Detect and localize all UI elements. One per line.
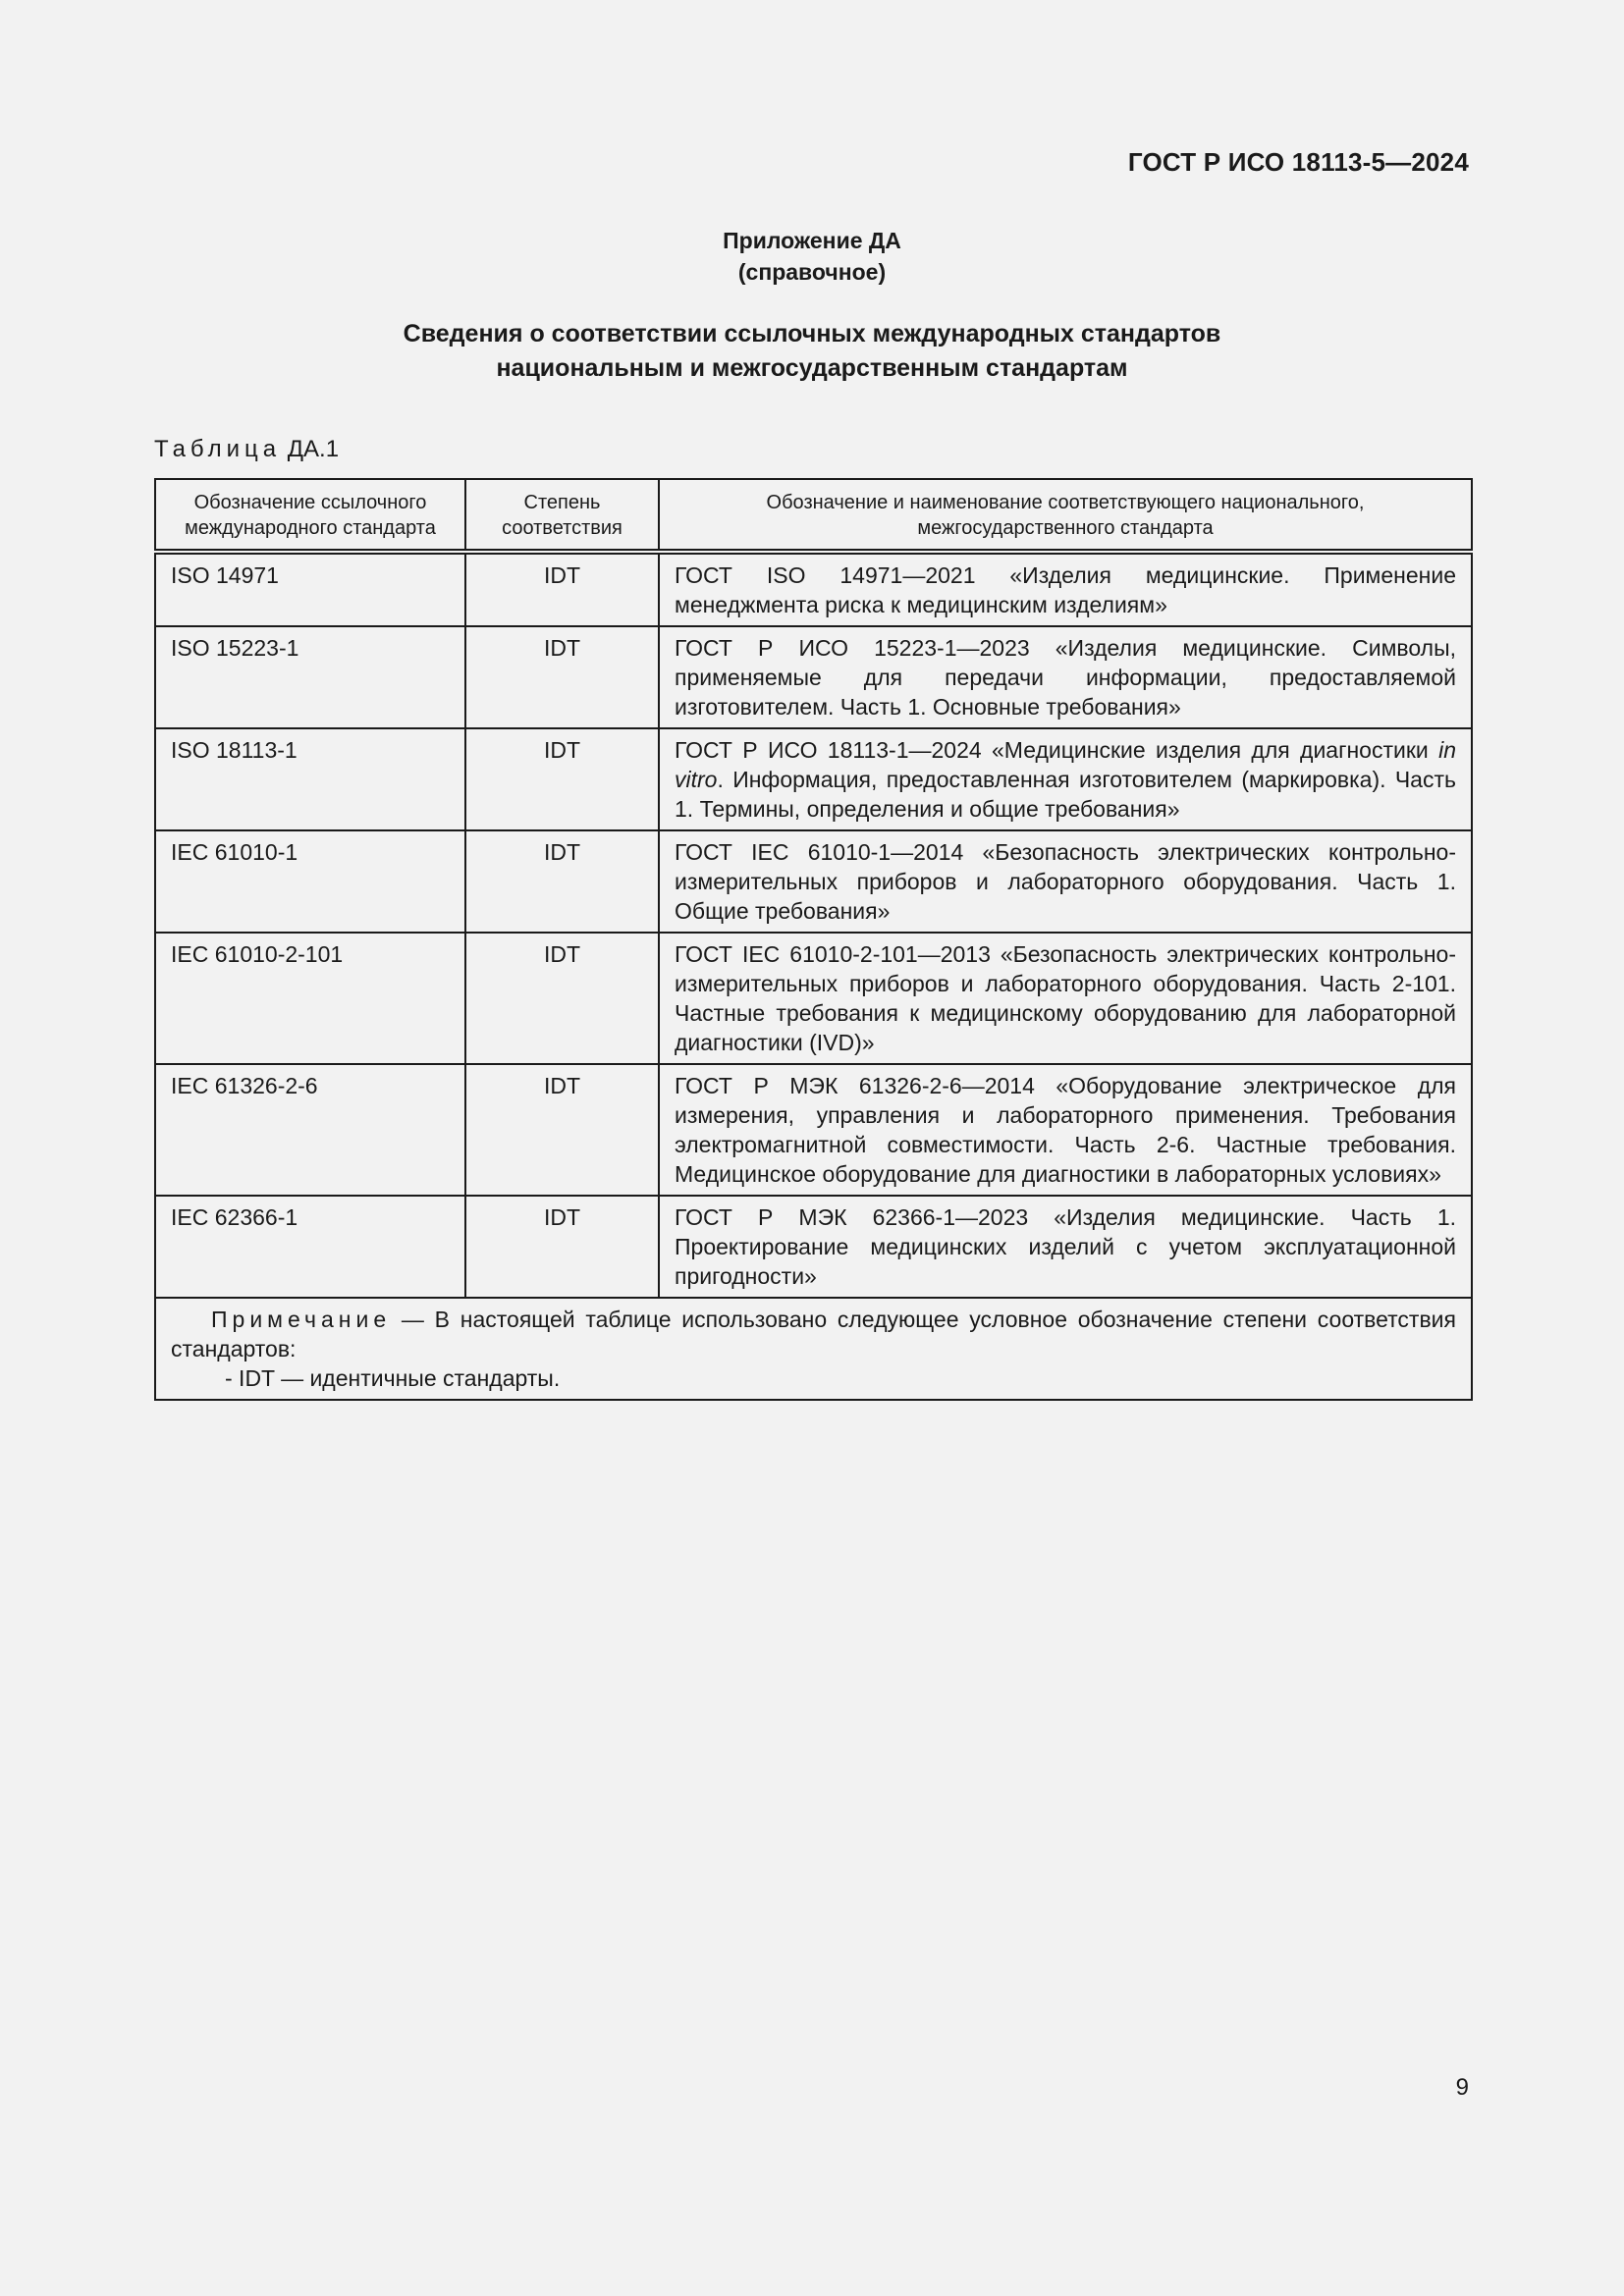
table-note-row (155, 1298, 1472, 1400)
cell-national: ГОСТ Р ИСО 15223-1—2023 «Изделия медицинские. Символы, применяемые для передачи информации, предоставляемой изготовителем. Часть 1. Основные требования» (659, 626, 1472, 728)
note-text: — В настоящей таблице использовано следующее условное обозначение степени соответствия стандартов: (171, 1307, 1456, 1362)
section-title-line-1: Сведения о соответствии ссылочных международных стандартов (403, 320, 1221, 347)
cell-international: ISO 18113-1 (155, 728, 465, 830)
table-row (155, 1064, 1472, 1196)
document-code: ГОСТ Р ИСО 18113-5—2024 (1127, 147, 1469, 177)
cell-degree: IDT (465, 626, 659, 728)
cell-degree: IDT (465, 1064, 659, 1196)
header-national-standard: Обозначение и наименование соответствующего национального, межгосударственного стандарта (659, 479, 1472, 552)
cell-national: ГОСТ Р МЭК 62366-1—2023 «Изделия медицинские. Часть 1. Проектирование медицинских изделий с учетом эксплуатационной пригодности» (659, 1196, 1472, 1298)
appendix-kind: (справочное) (737, 259, 887, 285)
cell-national: ГОСТ IEC 61010-1—2014 «Безопасность электрических контрольно-измерительных приборов и лабораторного оборудования. Часть 1. Общие требования» (659, 830, 1472, 933)
cell-degree: IDT (465, 830, 659, 933)
cell-national: ГОСТ ISO 14971—2021 «Изделия медицинские. Применение менеджмента риска к медицинским изделиям» (659, 552, 1472, 626)
section-title-line-2: национальным и межгосударственным стандартам (496, 354, 1128, 382)
table-row (155, 933, 1472, 1064)
table-row (155, 1196, 1472, 1298)
table-note (155, 1298, 1472, 1400)
cell-degree: IDT (465, 1196, 659, 1298)
cell-national: ГОСТ Р МЭК 61326-2-6—2014 «Оборудование электрическое для измерения, управления и лабораторного применения. Требования электромагнитной совместимости. Часть 2-6. Частные требования. Медицинское оборудование для диагностики в лабораторных условиях» (659, 1064, 1472, 1196)
cell-degree: IDT (465, 552, 659, 626)
cell-national (659, 728, 1472, 830)
header-degree: Степень соответствия (465, 479, 659, 552)
standards-table (154, 478, 1473, 1401)
page-number: 9 (1455, 2074, 1469, 2101)
section-title (0, 317, 1624, 386)
cell-degree: IDT (465, 933, 659, 1064)
national-text-end: . Информация, предоставленная изготовителем (маркировка). Часть 1. Термины, определения и общие требования» (675, 767, 1456, 822)
cell-international: IEC 62366-1 (155, 1196, 465, 1298)
cell-international: ISO 15223-1 (155, 626, 465, 728)
cell-international: IEC 61010-1 (155, 830, 465, 933)
cell-international: IEC 61326-2-6 (155, 1064, 465, 1196)
note-item: - IDT — идентичные стандарты. (225, 1365, 561, 1391)
table-caption-number: ДА.1 (287, 436, 340, 462)
cell-national: ГОСТ IEC 61010-2-101—2013 «Безопасность электрических контрольно-измерительных приборов и лабораторного оборудования. Часть 2-101. Частные требования к медицинскому оборудованию для лабораторной диагностики (IVD)» (659, 933, 1472, 1064)
cell-degree: IDT (465, 728, 659, 830)
cell-international: IEC 61010-2-101 (155, 933, 465, 1064)
header-international-standard: Обозначение ссылочного международного стандарта (155, 479, 465, 552)
appendix-label: Приложение ДА (723, 228, 901, 253)
national-text-italic: in vitro (675, 737, 1456, 792)
table-row (155, 626, 1472, 728)
note-paragraph (171, 1305, 1456, 1363)
table-row (155, 830, 1472, 933)
table-caption (154, 436, 339, 463)
appendix-heading (0, 225, 1624, 288)
cell-international: ISO 14971 (155, 552, 465, 626)
note-heading: Примечание (211, 1307, 392, 1332)
table-header-row (155, 479, 1472, 552)
table-row (155, 552, 1472, 626)
national-text-start: ГОСТ Р ИСО 18113-1—2024 «Медицинские изделия для диагностики (675, 737, 1439, 763)
table-row (155, 728, 1472, 830)
table-caption-word: Таблица (154, 436, 282, 462)
